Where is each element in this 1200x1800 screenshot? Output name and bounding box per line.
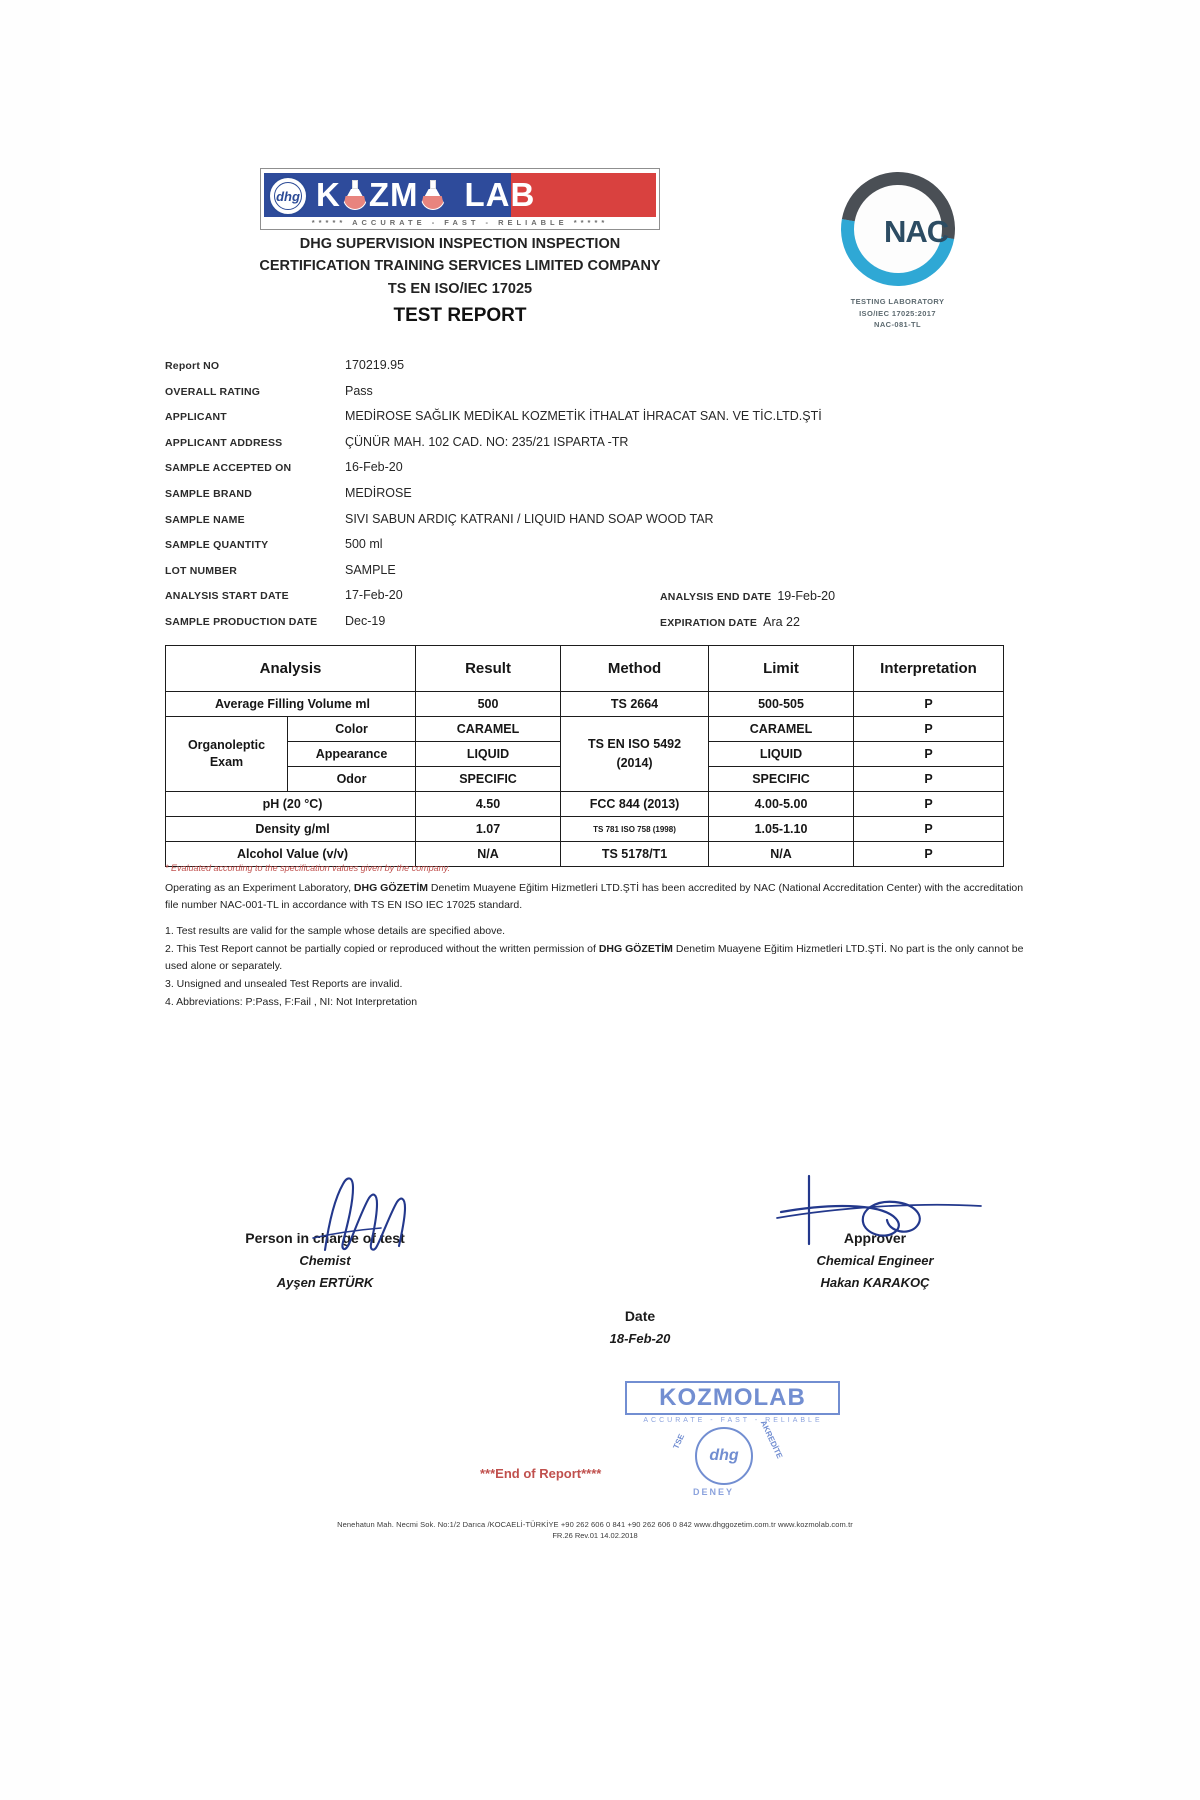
- cell-limit: LIQUID: [709, 742, 854, 767]
- detail-label: SAMPLE BRAND: [165, 487, 252, 500]
- signature-date-label: Date: [624, 1308, 656, 1324]
- stamp-subtext: ACCURATE - FAST - RELIABLE: [643, 1417, 823, 1424]
- detail-value: ÇÜNÜR MAH. 102 CAD. NO: 235/21 ISPARTA -TR: [345, 434, 629, 449]
- cell-limit: CARAMEL: [709, 717, 854, 742]
- cell-analysis: Appearance: [288, 742, 416, 767]
- signature-name-right: Hakan KARAKOÇ: [820, 1275, 930, 1290]
- group-line-2: Exam: [209, 755, 244, 769]
- detail-label: APPLICANT ADDRESS: [165, 436, 283, 449]
- detail-row: [165, 460, 1045, 486]
- detail-label: SAMPLE QUANTITY: [165, 539, 269, 552]
- cell-method: FCC 844 (2013): [561, 792, 709, 817]
- column-header-interpretation: Interpretation: [854, 646, 1004, 692]
- stamp-wordmark: KOZMOLAB: [625, 1381, 840, 1415]
- detail-right-analysis-end: [660, 589, 835, 603]
- analysis-table-wrapper: [165, 645, 1003, 867]
- logo-color-bar: [264, 173, 656, 217]
- detail-right-expiration: [660, 615, 800, 629]
- detail-label: SAMPLE ACCEPTED ON: [165, 462, 292, 475]
- cell-limit: 4.00-5.00: [709, 792, 854, 817]
- cell-interpretation: P: [854, 817, 1004, 842]
- nac-ring-icon: [818, 150, 977, 309]
- cell-analysis: pH (20 °C): [166, 792, 416, 817]
- detail-right-label: EXPIRATION DATE: [660, 616, 758, 629]
- detail-value: 17-Feb-20: [345, 588, 403, 603]
- note-item2-part-1: 2. This Test Report cannot be partially copied or reproduced without the written permission of: [165, 943, 599, 955]
- group-line-1: Organoleptic: [187, 738, 266, 753]
- note-acc-part-2: Denetim Muayene Eğitim Hizmetleri LTD.ŞTİ has been accredited by NAC (National Accreditation Center) with the accreditation file number NAC-001-TL in accordance with TS EN ISO IEC 17025 standard.: [165, 882, 1024, 911]
- logo-tagline: ***** ACCURATE - FAST - RELIABLE *****: [311, 218, 609, 227]
- detail-label: SAMPLE PRODUCTION DATE: [165, 615, 318, 628]
- column-header-limit: Limit: [709, 646, 854, 692]
- cell-analysis: Color: [288, 717, 416, 742]
- detail-value: Pass: [345, 383, 373, 398]
- detail-value: Dec-19: [345, 613, 386, 628]
- table-row: [166, 692, 1004, 717]
- detail-right-label: ANALYSIS END DATE: [660, 591, 772, 604]
- analysis-table: [165, 645, 1004, 867]
- detail-row: [165, 486, 1045, 512]
- detail-row: [165, 435, 1045, 461]
- detail-label: ANALYSIS START DATE: [165, 590, 289, 603]
- logo-wordmark: [264, 173, 656, 217]
- cell-analysis: Density g/ml: [166, 817, 416, 842]
- footer-revision-line: FR.26 Rev.01 14.02.2018: [552, 1531, 638, 1540]
- detail-row-analysis-start: [165, 588, 1045, 614]
- note-accreditation: [165, 880, 1025, 914]
- note-item-1: 1. Test results are valid for the sample whose details are specified above.: [165, 925, 506, 937]
- detail-label: LOT NUMBER: [165, 564, 237, 577]
- org-line-1: DHG SUPERVISION INSPECTION INSPECTION: [299, 236, 621, 252]
- method-line-2: (2014): [616, 756, 653, 770]
- cell-limit: 500-505: [709, 692, 854, 717]
- org-line-2: CERTIFICATION TRAINING SERVICES LIMITED COMPANY: [259, 258, 661, 274]
- detail-value: SIVI SABUN ARDIÇ KATRANI / LIQUID HAND SOAP WOOD TAR: [345, 511, 714, 526]
- nac-accreditation-mark: [830, 172, 965, 352]
- cell-analysis: Alcohol Value (v/v): [166, 842, 416, 867]
- detail-label: SAMPLE NAME: [165, 513, 245, 526]
- note-item-3: 3. Unsigned and unsealed Test Reports are invalid.: [165, 978, 403, 990]
- end-of-report-marker: ***End of Report****: [480, 1466, 602, 1481]
- column-header-result: Result: [416, 646, 561, 692]
- cell-result: 500: [416, 692, 561, 717]
- cell-result: SPECIFIC: [416, 767, 561, 792]
- detail-label: APPLICANT: [165, 411, 227, 424]
- cell-result: N/A: [416, 842, 561, 867]
- table-header-row: [166, 646, 1004, 692]
- cell-analysis: Odor: [288, 767, 416, 792]
- signature-block: [165, 1230, 1025, 1450]
- cell-interpretation: P: [854, 692, 1004, 717]
- note-item-4: 4. Abbreviations: P:Pass, F:Fail , NI: Not Interpretation: [165, 996, 418, 1008]
- detail-value: 500 ml: [345, 537, 383, 552]
- cell-result: 1.07: [416, 817, 561, 842]
- signature-title-right: Approver: [843, 1230, 907, 1246]
- cell-limit: SPECIFIC: [709, 767, 854, 792]
- detail-value: SAMPLE: [345, 562, 396, 577]
- company-stamp: [625, 1375, 855, 1497]
- kozmolab-logo: [260, 168, 660, 230]
- note-acc-company: DHG GÖZETİM: [353, 882, 429, 894]
- cell-interpretation: P: [854, 742, 1004, 767]
- detail-value: MEDİROSE: [345, 485, 412, 500]
- stamp-word-left: TSE: [671, 1432, 687, 1451]
- cell-method: TS 2664: [561, 692, 709, 717]
- report-notes: [165, 880, 1025, 1012]
- dhg-seal-label: dhg: [274, 182, 302, 210]
- note-item2-company: DHG GÖZETİM: [598, 943, 673, 955]
- cell-method: TS 5178/T1: [561, 842, 709, 867]
- nac-line-1: TESTING LABORATORY: [850, 297, 945, 306]
- signature-role-right: Chemical Engineer: [816, 1253, 934, 1268]
- table-row: [166, 792, 1004, 817]
- cell-analysis: Average Filling Volume ml: [166, 692, 416, 717]
- report-footer: [165, 1520, 1025, 1540]
- note-item2-part-2: Denetim Muayene Eğitim Hizmetleri LTD.ŞTİ. No part is the only cannot be used alone or separately.: [165, 943, 1024, 972]
- signature-title-left: Person in charge of test: [245, 1230, 405, 1246]
- detail-row-production-date: [165, 614, 1045, 640]
- detail-row: [165, 563, 1045, 589]
- nac-label: NAC: [883, 214, 948, 250]
- org-line-3: TS EN ISO/IEC 17025: [387, 281, 533, 297]
- cell-result: 4.50: [416, 792, 561, 817]
- cell-interpretation: P: [854, 842, 1004, 867]
- logo-letter-k: K: [316, 176, 341, 213]
- detail-value: 16-Feb-20: [345, 460, 403, 475]
- table-row: [166, 717, 1004, 742]
- detail-right-value: Ara 22: [763, 614, 800, 629]
- table-row: [166, 817, 1004, 842]
- cell-interpretation: P: [854, 792, 1004, 817]
- dhg-seal-icon: [268, 176, 308, 216]
- detail-label: Report NO: [165, 360, 220, 372]
- detail-row: [165, 512, 1045, 538]
- detail-value: MEDİROSE SAĞLIK MEDİKAL KOZMETİK İTHALAT İHRACAT SAN. VE TİC.LTD.ŞTİ: [345, 409, 822, 424]
- nac-line-3: NAC-081-TL: [874, 320, 921, 330]
- stamp-word-right: AKREDİTE: [758, 1419, 785, 1460]
- detail-row: [165, 384, 1045, 410]
- signature-date-value: 18-Feb-20: [609, 1331, 671, 1346]
- cell-group-organoleptic: [166, 717, 288, 792]
- cell-method: [561, 717, 709, 792]
- signature-date-block: [560, 1308, 720, 1346]
- nac-line-2: ISO/IEC 17025:2017: [859, 308, 936, 318]
- cell-result: CARAMEL: [416, 717, 561, 742]
- column-header-method: Method: [561, 646, 709, 692]
- column-header-analysis: Analysis: [166, 646, 416, 692]
- cell-limit: 1.05-1.10: [709, 817, 854, 842]
- flask-icon-1: [342, 180, 368, 210]
- logo-letters-zm: ZM: [368, 176, 419, 213]
- nac-subtext: [830, 296, 965, 331]
- signature-role-left: Chemist: [299, 1253, 351, 1268]
- footer-address-line: Nenehatun Mah. Necmi Sok. No:1/2 Darıca /KOCAELİ-TÜRKİYE +90 262 606 0 841 +90 262 606 0 842 www.dhggozetim.com.tr www.kozmolab.com.tr: [337, 1520, 853, 1529]
- stamp-seal-icon: dhg: [695, 1427, 753, 1485]
- detail-label: OVERALL RATING: [165, 385, 261, 398]
- page-title: TEST REPORT: [393, 305, 527, 326]
- signature-name-left: Ayşen ERTÜRK: [276, 1275, 374, 1290]
- report-header: [60, 0, 1140, 330]
- detail-row: [165, 537, 1045, 563]
- signature-approver: [735, 1230, 1015, 1290]
- cell-interpretation: P: [854, 717, 1004, 742]
- signature-person-in-charge: [185, 1230, 465, 1290]
- report-details: [165, 358, 1045, 640]
- cell-limit: N/A: [709, 842, 854, 867]
- stamp-bottom-word: DENEY: [693, 1487, 735, 1497]
- cell-result: LIQUID: [416, 742, 561, 767]
- table-footnote: * Evaluated according to the specification values given by the company.: [165, 863, 451, 873]
- detail-value: 170219.95: [345, 358, 405, 372]
- report-sheet: [60, 0, 1140, 1800]
- cell-interpretation: P: [854, 767, 1004, 792]
- logo-letters-lab: LAB: [464, 176, 536, 213]
- note-acc-part-1: Operating as an Experiment Laboratory,: [165, 882, 354, 894]
- detail-row: [165, 409, 1045, 435]
- cell-method: TS 781 ISO 758 (1998): [561, 817, 709, 842]
- method-line-1: TS EN ISO 5492: [587, 737, 682, 752]
- detail-right-value: 19-Feb-20: [777, 589, 836, 604]
- flask-icon-2: [420, 180, 446, 210]
- detail-row: [165, 358, 1045, 384]
- note-item-2: [165, 941, 1025, 975]
